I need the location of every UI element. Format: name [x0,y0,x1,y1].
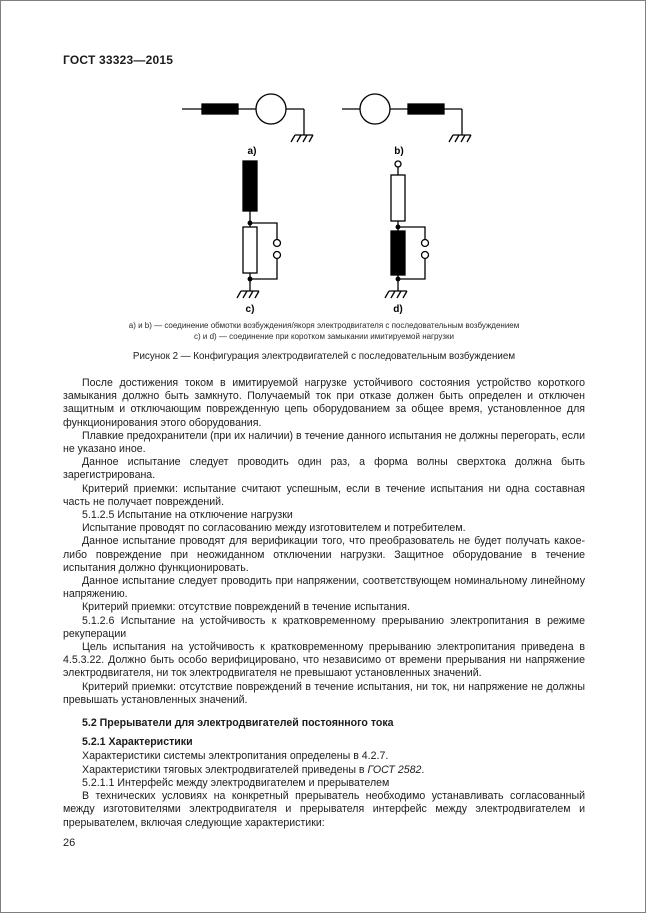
paragraph-with-reference [63,764,585,777]
figure-title: Рисунок 2 — Конфигурация электродвигателей с последовательным возбуждением [132,351,516,362]
load-resistor-symbol [391,175,405,221]
circuit-a [182,94,313,142]
document-body [63,377,585,830]
contact-icon [422,240,429,247]
paragraph: Критерий приемки: испытание считают успешным, если в течение испытания ни одна составная часть не получает повреждений. [63,482,585,508]
motor-symbol [256,94,286,124]
paragraph: Данное испытание следует проводить при напряжении, соответствующем номинальному линейному напряжению. [63,575,585,601]
section-heading-5-2: 5.2 Прерыватели для электродвигателей постоянного тока [82,717,394,730]
figure-caption-line2: с) и d) — соединение при коротком замыкании имитируемой нагрузки [194,331,454,341]
section-heading-5-2-1: 5.2.1 Характеристики [82,736,193,749]
paragraph: Характеристики системы электропитания определены в 4.2.7. [82,750,389,763]
gost-reference: ГОСТ 2582 [367,763,422,776]
label-d: d) [393,304,403,315]
reference-text-start: Характеристики тяговых электродвигателей приведены в [82,763,368,776]
paragraph: После достижения током в имитируемой нагрузке устойчивого состояния устройство короткого замыкания должно быть замкнуто. Получаемый ток при отказе должен быть определен и отключен защитным и отключающим поврежденную цепь оборудованием за общее время, установленное для функционирования этого оборудования. [63,377,585,429]
figure-caption-line1: а) и b) — соединение обмотки возбуждения/якоря электродвигателя с последовательным возбуждением [128,321,520,330]
ground-icon [385,291,407,298]
contact-icon [422,252,429,259]
ground-icon [449,135,471,142]
circuit-b [342,94,471,142]
terminal-icon [395,161,401,167]
motor-symbol [360,94,390,124]
figure-2 [63,87,585,362]
field-winding-symbol [243,161,257,211]
clause-heading-5-2-1-1: 5.2.1.1 Интерфейс между электродвигателем и прерывателем [82,776,390,789]
label-b: b) [394,146,404,157]
field-winding-symbol [391,231,405,275]
paragraph: Критерий приемки: отсутствие повреждений в течение испытания, ни ток, ни напряжение не должны превышать установленных значений. [63,680,585,706]
ground-icon [291,135,313,142]
load-resistor-symbol [243,227,257,273]
document-number: ГОСТ 33323—2015 [63,53,174,67]
paragraph: Данное испытание проводят для верификации того, что преобразователь не будет получать какое-либо повреждение при неожиданном отключении нагрузки. Защитное оборудование в течение испытания должно функционировать. [63,535,585,574]
label-a: a) [247,146,257,157]
paragraph: Плавкие предохранители (при их наличии) в течение данного испытания не должны перегорать, если не указано иное. [63,429,585,456]
paragraph: Испытание проводят по согласованию между изготовителем и потребителем. [82,522,466,535]
circuit-c [237,161,281,298]
field-winding-symbol [408,104,444,114]
clause-heading-5-1-2-6: 5.1.2.6 Испытание на устойчивость к кратковременному прерыванию электропитания в режиме рекуперации [63,614,585,640]
paragraph: Критерий приемки: отсутствие повреждений в течение испытания. [82,601,410,614]
field-winding-symbol [202,104,238,114]
paragraph: Данное испытание следует проводить один раз, а форма волны сверхтока должна быть зарегистрирована. [63,456,585,482]
circuit-diagram-a-b [174,87,474,157]
circuit-d [385,161,429,298]
paragraph: Цель испытания на устойчивость к кратковременному прерыванию электропитания приведена в 4.5.3.22. Должно быть особо верифицировано, что независимо от времени прерывания ни напряжение электродвигателя, ни ток электродвигателя не превышают установленных значений. [63,641,585,680]
ground-icon [237,291,259,298]
clause-heading-5-1-2-5: 5.1.2.5 Испытание на отключение нагрузки [82,509,293,522]
page-number: 26 [63,836,76,849]
label-c: c) [245,304,255,315]
reference-text-end: . [421,763,425,776]
circuit-diagram-c-d [174,157,474,315]
paragraph: В технических условиях на конкретный прерыватель необходимо устанавливать согласованный между изготовителями электродвигателя и прерывателя интерфейс между электродвигателем и прерывателем, включая следующие характеристики: [63,790,585,829]
short-circuit-branch [250,223,277,279]
figure-caption [63,321,585,342]
contact-icon [274,252,281,259]
contact-icon [274,240,281,247]
